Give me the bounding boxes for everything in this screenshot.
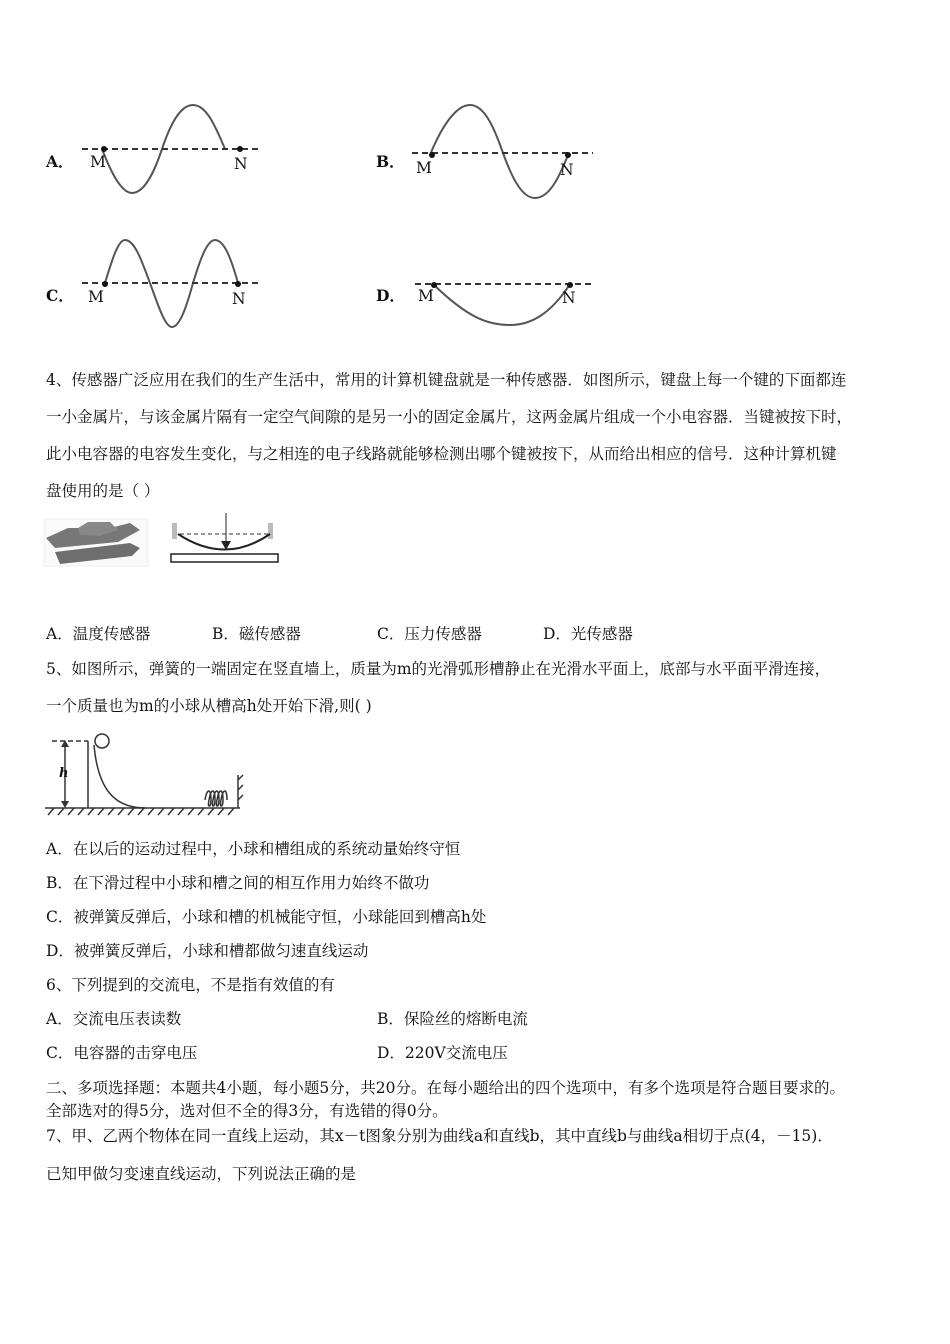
section2-line: 二、多项选择题：本题共4小题，每小题5分，共20分。在每小题给出的四个选项中，有多个选项是符合题目要求的。	[46, 1079, 845, 1097]
q5-option-a[interactable]: A．在以后的运动过程中，小球和槽组成的系统动量始终守恒	[46, 840, 461, 858]
q5-option-b[interactable]: B．在下滑过程中小球和槽之间的相互作用力始终不做功	[46, 874, 430, 892]
point-n: N	[560, 161, 574, 179]
wave-b-curve	[430, 105, 568, 198]
keyboard-key-figure	[44, 519, 148, 566]
point-m: M	[88, 288, 104, 306]
section2-line: 全部选对的得5分，选对但不全的得3分，有选错的得0分。	[46, 1102, 448, 1120]
q5-line: 一个质量也为m的小球从槽高h处开始下滑,则( )	[46, 697, 372, 715]
wave-d-curve	[433, 284, 570, 325]
q4-line: 4、传感器广泛应用在我们的生产生活中，常用的计算机键盘就是一种传感器．如图所示，键盘上每一个键的下面都连	[46, 371, 847, 389]
point-n: N	[562, 289, 576, 307]
height-label: h	[59, 766, 69, 781]
q6-option-a[interactable]: A．交流电压表读数	[46, 1010, 182, 1028]
point-m: M	[416, 159, 432, 177]
q6-option-d[interactable]: D．220V交流电压	[377, 1044, 508, 1062]
point-m: M	[90, 153, 106, 171]
q5-line: 5、如图所示，弹簧的一端固定在竖直墙上，质量为m的光滑弧形槽静止在光滑水平面上，底部与水平面平滑连接，	[46, 660, 831, 678]
point-n: N	[232, 290, 246, 308]
q4-option-b[interactable]: B．磁传感器	[212, 625, 301, 643]
point-n: N	[234, 155, 248, 173]
spring-slope-figure	[45, 734, 243, 815]
q4-line: 此小电容器的电容发生变化，与之相连的电子线路就能够检测出哪个键被按下，从而给出相应的信号．这种计算机键	[46, 445, 837, 463]
q4-option-d[interactable]: D．光传感器	[543, 625, 633, 643]
q4-line: 一小金属片，与该金属片隔有一定空气间隙的是另一小的固定金属片，这两金属片组成一个小电容器．当键被按下时，	[46, 408, 853, 426]
q5-option-c[interactable]: C．被弹簧反弹后，小球和槽的机械能守恒，小球能回到槽高h处	[46, 908, 487, 926]
q4-line: 盘使用的是（ ）	[46, 482, 160, 500]
point-m: M	[418, 287, 434, 305]
q6-option-c[interactable]: C．电容器的击穿电压	[46, 1044, 198, 1062]
q6-title: 6、下列提到的交流电，不是指有效值的有	[46, 976, 335, 994]
q4-option-a[interactable]: A．温度传感器	[46, 625, 151, 643]
q4-option-c[interactable]: C．压力传感器	[377, 625, 482, 643]
option-b-label[interactable]: B．	[376, 152, 405, 171]
option-c-label[interactable]: C．	[46, 286, 74, 305]
q5-option-d[interactable]: D．被弹簧反弹后，小球和槽都做匀速直线运动	[46, 942, 369, 960]
q7-line: 7、甲、乙两个物体在同一直线上运动，其x－t图象分别为曲线a和直线b，其中直线b与曲线a相切于点(4，－15)．	[46, 1127, 833, 1145]
option-d-label[interactable]: D．	[376, 286, 405, 305]
capacitor-key-figure	[171, 513, 278, 562]
q6-option-b[interactable]: B．保险丝的熔断电流	[377, 1010, 528, 1028]
option-a-label[interactable]: A．	[46, 152, 74, 171]
q7-line: 已知甲做匀变速直线运动，下列说法正确的是	[46, 1165, 357, 1183]
